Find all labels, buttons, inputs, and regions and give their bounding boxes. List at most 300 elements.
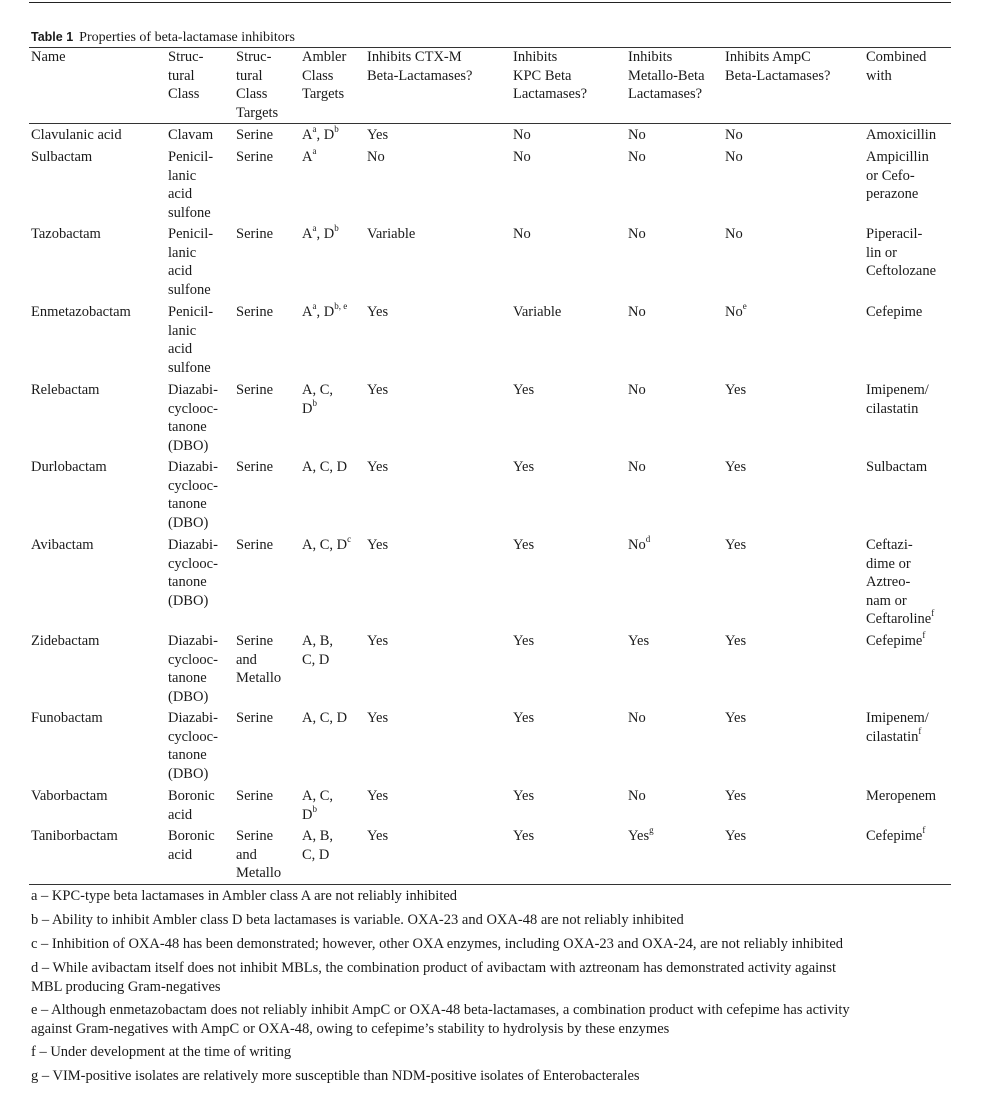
- cell-text: No: [513, 127, 531, 143]
- cell-text: No: [725, 149, 743, 165]
- cell-inhibits-ctx-m: [367, 536, 388, 555]
- cell-structural-class-targets: [236, 126, 273, 145]
- cell-line: [725, 126, 743, 145]
- cell-line: [866, 400, 929, 419]
- cell-line: [302, 148, 316, 167]
- cell-line: [168, 437, 218, 456]
- cell-text: Relebactam: [31, 382, 100, 398]
- cell-text: Yes: [628, 828, 650, 844]
- cell-text: Penicil-: [168, 304, 214, 320]
- cell-structural-class-targets: [236, 787, 273, 806]
- cell-line: [725, 458, 746, 477]
- cell-text: Cefepime: [866, 304, 923, 320]
- cell-line: [725, 381, 746, 400]
- cell-text: Yes: [367, 633, 389, 649]
- cell-line: [236, 709, 273, 728]
- cell-text: Yes: [725, 788, 747, 804]
- header-line: Beta-Lactamases?: [725, 67, 831, 84]
- footnote-line: MBL producing Gram-negatives: [31, 978, 221, 995]
- header-inhibits-kpc: [513, 48, 587, 104]
- cell-structural-class-targets: [236, 303, 273, 322]
- cell-line: [367, 381, 388, 400]
- cell-line: [367, 126, 388, 145]
- cell-line: [236, 827, 281, 846]
- cell-line: [367, 709, 388, 728]
- cell-line: [628, 303, 646, 322]
- header-ambler-class-targets: [302, 48, 346, 104]
- cell-line: [236, 846, 281, 865]
- cell-text: Diazabi-: [168, 537, 218, 553]
- cell-inhibits-kpc: [513, 787, 534, 806]
- cell-line: [168, 536, 218, 555]
- cell-text: Yes: [513, 382, 535, 398]
- cell-line: [302, 803, 333, 825]
- cell-text: , D: [316, 127, 335, 143]
- cell-inhibits-metallo: [628, 381, 646, 400]
- cell-text: cyclooc-: [168, 728, 218, 745]
- cell-text: sulfone: [168, 204, 211, 221]
- cell-structural-class: [168, 827, 215, 864]
- cell-line: [866, 303, 922, 322]
- cell-text: No: [367, 149, 385, 165]
- cell-line: [168, 418, 218, 437]
- cell-text: A, C,: [302, 788, 334, 804]
- footnote-marker: d: [645, 534, 651, 545]
- header-line: Combined: [866, 49, 927, 65]
- cell-text: Penicil-: [168, 226, 214, 242]
- cell-line: [725, 225, 743, 244]
- cell-combined-with: [866, 709, 929, 746]
- cell-inhibits-ctx-m: [367, 303, 388, 322]
- cell-line: [513, 827, 534, 846]
- cell-line: [168, 185, 213, 204]
- cell-text: No: [628, 304, 646, 320]
- cell-text: and: [236, 846, 257, 863]
- header-line: Struc-: [236, 49, 272, 65]
- cell-text: Serine: [236, 633, 274, 649]
- cell-ambler-class-targets: [302, 126, 339, 145]
- header-line: Lactamases?: [628, 86, 703, 102]
- header-structural-class-targets: [236, 48, 278, 122]
- footnote-marker: b: [312, 397, 317, 408]
- cell-text: Meropenem: [866, 788, 937, 804]
- cell-line: [866, 592, 934, 611]
- cell-line: [628, 225, 646, 244]
- cell-text: Yes: [513, 459, 535, 475]
- footnote-line: d – While avibactam itself does not inhibit MBLs, the combination product of avibactam with aztreonam has demonstrated activity against: [31, 960, 837, 976]
- cell-combined-with: [866, 536, 934, 629]
- cell-text: Avibactam: [31, 537, 94, 553]
- cell-text: Yes: [367, 459, 389, 475]
- cell-line: [31, 709, 103, 728]
- header-line: Inhibits: [513, 49, 558, 65]
- cell-line: [367, 787, 388, 806]
- footnote-marker: a: [312, 301, 317, 312]
- footnote-marker: f: [922, 630, 926, 641]
- cell-line: [168, 592, 218, 611]
- header-name: [31, 48, 66, 67]
- cell-line: [31, 381, 99, 400]
- cell-line: [168, 126, 213, 145]
- cell-text: Zidebactam: [31, 633, 100, 649]
- header-line: Inhibits CTX-M: [367, 49, 462, 65]
- cell-line: [302, 827, 333, 846]
- cell-inhibits-kpc: [513, 148, 531, 167]
- cell-line: [168, 322, 213, 341]
- cell-line: [168, 359, 213, 378]
- cell-text: A, C,: [302, 382, 334, 398]
- cell-inhibits-metallo: [628, 536, 650, 555]
- cell-line: [168, 709, 218, 728]
- cell-combined-with: [866, 381, 929, 418]
- cell-line: [628, 126, 646, 145]
- cell-structural-class: [168, 303, 213, 377]
- cell-text: Ceftaroline: [866, 611, 932, 627]
- cell-line: [367, 148, 385, 167]
- cell-line: [866, 787, 936, 806]
- cell-text: Variable: [367, 226, 416, 242]
- cell-text: A, C, D: [302, 710, 348, 726]
- cell-line: [628, 709, 646, 728]
- footnote-marker: g: [649, 825, 654, 836]
- cell-text: Serine: [236, 828, 274, 844]
- cell-ambler-class-targets: [302, 632, 333, 669]
- cell-line: [302, 225, 339, 244]
- cell-text: No: [628, 149, 646, 165]
- cell-line: [168, 827, 215, 846]
- cell-line: [302, 651, 333, 670]
- cell-inhibits-metallo: [628, 787, 646, 806]
- cell-line: [168, 514, 218, 533]
- cell-text: (DBO): [168, 437, 209, 454]
- cell-text: lanic: [168, 322, 197, 339]
- cell-text: Penicil-: [168, 149, 214, 165]
- cell-line: [513, 303, 561, 322]
- header-line: Metallo-Beta: [628, 67, 705, 84]
- cell-text: Serine: [236, 127, 274, 143]
- cell-line: [236, 787, 273, 806]
- cell-inhibits-metallo: [628, 148, 646, 167]
- cell-ambler-class-targets: [302, 536, 351, 555]
- cell-line: [628, 458, 646, 477]
- cell-name: [31, 787, 108, 806]
- cell-line: [302, 381, 333, 400]
- cell-line: [168, 400, 218, 419]
- cell-text: Metallo: [236, 670, 282, 686]
- cell-text: Sulbactam: [31, 149, 93, 165]
- cell-text: Tazobactam: [31, 226, 101, 242]
- cell-text: A, B,: [302, 633, 334, 649]
- cell-line: [302, 632, 333, 651]
- cell-line: [236, 536, 273, 555]
- cell-inhibits-ampc: [725, 709, 746, 728]
- footnote-marker: b, e: [334, 301, 348, 312]
- cell-text: Funobactam: [31, 710, 103, 726]
- footnote-line: against Gram-negatives with AmpC or OXA-48, owing to cefepime’s stability to hydrolysis by these enzymes: [31, 1020, 670, 1037]
- cell-line: [168, 669, 218, 688]
- cell-text: No: [628, 226, 646, 242]
- cell-text: A, C, D: [302, 459, 348, 475]
- cell-inhibits-ampc: [725, 536, 746, 555]
- cell-line: [866, 709, 929, 728]
- cell-combined-with: [866, 827, 925, 846]
- cell-line: [628, 632, 649, 651]
- cell-structural-class-targets: [236, 148, 273, 167]
- cell-text: lanic: [168, 244, 197, 261]
- footnote-line: c – Inhibition of OXA-48 has been demonstrated; however, other OXA enzymes, including OXA-23 and OXA-24, are not reliably inhibited: [31, 936, 844, 952]
- cell-structural-class: [168, 225, 213, 299]
- cell-line: [866, 244, 936, 263]
- cell-inhibits-kpc: [513, 458, 534, 477]
- cell-line: [302, 787, 333, 806]
- cell-text: sulfone: [168, 281, 211, 298]
- cell-line: [628, 148, 646, 167]
- cell-text: Serine: [236, 382, 274, 398]
- cell-inhibits-metallo: [628, 126, 646, 145]
- cell-line: [725, 303, 747, 322]
- cell-ambler-class-targets: [302, 709, 347, 728]
- cell-inhibits-ampc: [725, 787, 746, 806]
- cell-text: Yes: [367, 710, 389, 726]
- cell-structural-class: [168, 709, 218, 783]
- cell-text: Cefepime: [866, 828, 923, 844]
- cell-line: [866, 458, 927, 477]
- cell-inhibits-ctx-m: [367, 827, 388, 846]
- cell-combined-with: [866, 632, 925, 651]
- header-line: Struc-: [168, 49, 204, 65]
- cell-line: [236, 126, 273, 145]
- cell-inhibits-metallo: [628, 225, 646, 244]
- cell-line: [168, 262, 213, 281]
- cell-line: [866, 381, 929, 400]
- cell-text: Diazabi-: [168, 459, 218, 475]
- cell-line: [866, 262, 936, 281]
- top-rule: [29, 2, 951, 3]
- cell-text: cyclooc-: [168, 400, 218, 417]
- cell-line: [31, 225, 101, 244]
- footnote: [31, 935, 956, 954]
- footnote-marker: f: [922, 825, 926, 836]
- cell-line: [628, 787, 646, 806]
- cell-text: A: [302, 304, 313, 320]
- cell-inhibits-ampc: [725, 148, 743, 167]
- cell-line: [236, 225, 273, 244]
- cell-line: [866, 632, 925, 651]
- header-bottom-rule: [29, 123, 951, 124]
- cell-text: tanone: [168, 670, 207, 686]
- cell-text: No: [725, 127, 743, 143]
- cell-text: No: [725, 226, 743, 242]
- cell-text: tanone: [168, 747, 207, 763]
- cell-line: [31, 632, 99, 651]
- cell-line: [628, 381, 646, 400]
- cell-line: [168, 281, 213, 300]
- cell-inhibits-kpc: [513, 536, 534, 555]
- cell-text: Yes: [725, 382, 747, 398]
- cell-structural-class-targets: [236, 709, 273, 728]
- footnote-line: f – Under development at the time of writing: [31, 1044, 292, 1060]
- cell-inhibits-kpc: [513, 381, 534, 400]
- cell-text: Yes: [513, 633, 535, 649]
- footnote: [31, 1067, 956, 1086]
- cell-line: [168, 225, 213, 244]
- cell-text: acid: [168, 186, 193, 202]
- cell-inhibits-ampc: [725, 458, 746, 477]
- header-line: with: [866, 67, 892, 84]
- cell-line: [513, 709, 534, 728]
- cell-text: , D: [316, 226, 335, 242]
- cell-text: Serine: [236, 459, 274, 475]
- cell-text: Sulbactam: [866, 459, 928, 475]
- cell-text: Serine: [236, 537, 274, 553]
- cell-text: Yes: [725, 710, 747, 726]
- cell-line: [168, 495, 218, 514]
- cell-line: [866, 827, 925, 846]
- header-structural-class: [168, 48, 203, 104]
- cell-inhibits-ampc: [725, 827, 746, 846]
- cell-line: [236, 381, 273, 400]
- table-label: Table 1: [31, 30, 74, 44]
- cell-text: cyclooc-: [168, 477, 218, 494]
- cell-line: [725, 827, 746, 846]
- cell-inhibits-metallo: [628, 827, 654, 846]
- cell-line: [866, 185, 929, 204]
- cell-text: acid: [168, 806, 193, 823]
- cell-text: D: [302, 400, 313, 417]
- cell-text: , D: [316, 304, 335, 320]
- cell-ambler-class-targets: [302, 458, 347, 477]
- cell-line: [168, 381, 218, 400]
- cell-text: Diazabi-: [168, 633, 218, 649]
- cell-line: [168, 632, 218, 651]
- cell-text: tanone: [168, 496, 207, 512]
- header-line: Class: [302, 67, 334, 84]
- cell-text: Yes: [513, 710, 535, 726]
- cell-line: [513, 458, 534, 477]
- cell-structural-class: [168, 536, 218, 610]
- cell-structural-class: [168, 148, 213, 222]
- cell-text: Enmetazobactam: [31, 304, 131, 320]
- cell-line: [513, 632, 534, 651]
- cell-structural-class: [168, 126, 213, 145]
- cell-text: Imipenem/: [866, 710, 929, 726]
- cell-combined-with: [866, 148, 929, 204]
- footnote-line: a – KPC-type beta lactamases in Ambler class A are not reliably inhibited: [31, 888, 458, 904]
- cell-name: [31, 303, 131, 322]
- cell-line: [31, 458, 107, 477]
- cell-line: [866, 725, 929, 747]
- cell-inhibits-ampc: [725, 632, 746, 651]
- footnote-marker: c: [347, 534, 352, 545]
- cell-text: C, D: [302, 651, 330, 668]
- footnote-marker: b: [334, 124, 339, 135]
- cell-name: [31, 709, 103, 728]
- cell-inhibits-ctx-m: [367, 126, 388, 145]
- cell-line: [236, 148, 273, 167]
- cell-text: Yes: [725, 537, 747, 553]
- cell-inhibits-ctx-m: [367, 381, 388, 400]
- footnote-line: e – Although enmetazobactam does not reliably inhibit AmpC or OXA-48 beta-lactamases, a combination product with cefepime has activity: [31, 1002, 850, 1018]
- cell-text: (DBO): [168, 688, 209, 705]
- cell-line: [31, 148, 92, 167]
- footnote-marker: b: [334, 223, 339, 234]
- cell-line: [168, 846, 215, 865]
- cell-text: Piperacil-: [866, 226, 923, 242]
- cell-inhibits-ampc: [725, 225, 743, 244]
- cell-text: perazone: [866, 186, 919, 202]
- header-line: Name: [31, 49, 66, 65]
- cell-text: tanone: [168, 574, 207, 590]
- cell-line: [866, 610, 934, 629]
- footnote: [31, 959, 956, 996]
- cell-text: No: [628, 127, 646, 143]
- cell-line: [168, 746, 218, 765]
- cell-inhibits-metallo: [628, 458, 646, 477]
- cell-text: tanone: [168, 419, 207, 435]
- cell-inhibits-kpc: [513, 126, 531, 145]
- cell-text: Ceftazi-: [866, 537, 913, 553]
- cell-combined-with: [866, 458, 927, 477]
- cell-inhibits-ctx-m: [367, 632, 388, 651]
- header-inhibits-metallo: [628, 48, 705, 104]
- cell-text: A, C, D: [302, 537, 348, 553]
- cell-text: No: [725, 304, 743, 320]
- header-line: Targets: [236, 104, 279, 121]
- cell-line: [236, 669, 281, 688]
- cell-line: [31, 827, 118, 846]
- cell-line: [367, 458, 388, 477]
- cell-structural-class-targets: [236, 225, 273, 244]
- footnote-marker: f: [918, 725, 922, 736]
- cell-structural-class-targets: [236, 381, 273, 400]
- header-line: KPC Beta: [513, 67, 572, 84]
- footnote-line: b – Ability to inhibit Ambler class D beta lactamases is variable. OXA-23 and OXA-48 are not reliably inhibited: [31, 912, 684, 928]
- table-bottom-rule: [29, 884, 951, 885]
- cell-line: [725, 536, 746, 555]
- cell-line: [302, 458, 347, 477]
- cell-line: [236, 458, 273, 477]
- cell-line: [367, 303, 388, 322]
- cell-text: or Cefo-: [866, 167, 915, 184]
- cell-text: Diazabi-: [168, 710, 218, 726]
- cell-text: No: [628, 537, 646, 553]
- cell-text: Vaborbactam: [31, 788, 108, 804]
- cell-text: Boronic: [168, 828, 215, 844]
- cell-structural-class-targets: [236, 827, 281, 883]
- cell-text: Ceftolozane: [866, 263, 937, 279]
- cell-text: No: [628, 459, 646, 475]
- header-line: tural: [168, 67, 195, 84]
- cell-line: [367, 827, 388, 846]
- cell-ambler-class-targets: [302, 303, 347, 322]
- cell-text: Variable: [513, 304, 562, 320]
- header-line: tural: [236, 67, 263, 84]
- footnote-line: g – VIM-positive isolates are relatively more susceptible than NDM-positive isolates of Enterobacterales: [31, 1068, 640, 1084]
- cell-line: [168, 167, 213, 186]
- cell-text: Boronic: [168, 788, 215, 804]
- cell-text: Yes: [367, 828, 389, 844]
- cell-inhibits-metallo: [628, 632, 649, 651]
- cell-line: [168, 458, 218, 477]
- table-title: Properties of beta-lactamase inhibitors: [79, 30, 295, 45]
- cell-text: Serine: [236, 226, 274, 242]
- cell-inhibits-metallo: [628, 303, 646, 322]
- cell-text: Amoxicillin: [866, 127, 937, 143]
- cell-text: Yes: [367, 537, 389, 553]
- cell-name: [31, 827, 118, 846]
- footnote-marker: e: [742, 301, 747, 312]
- cell-name: [31, 632, 99, 651]
